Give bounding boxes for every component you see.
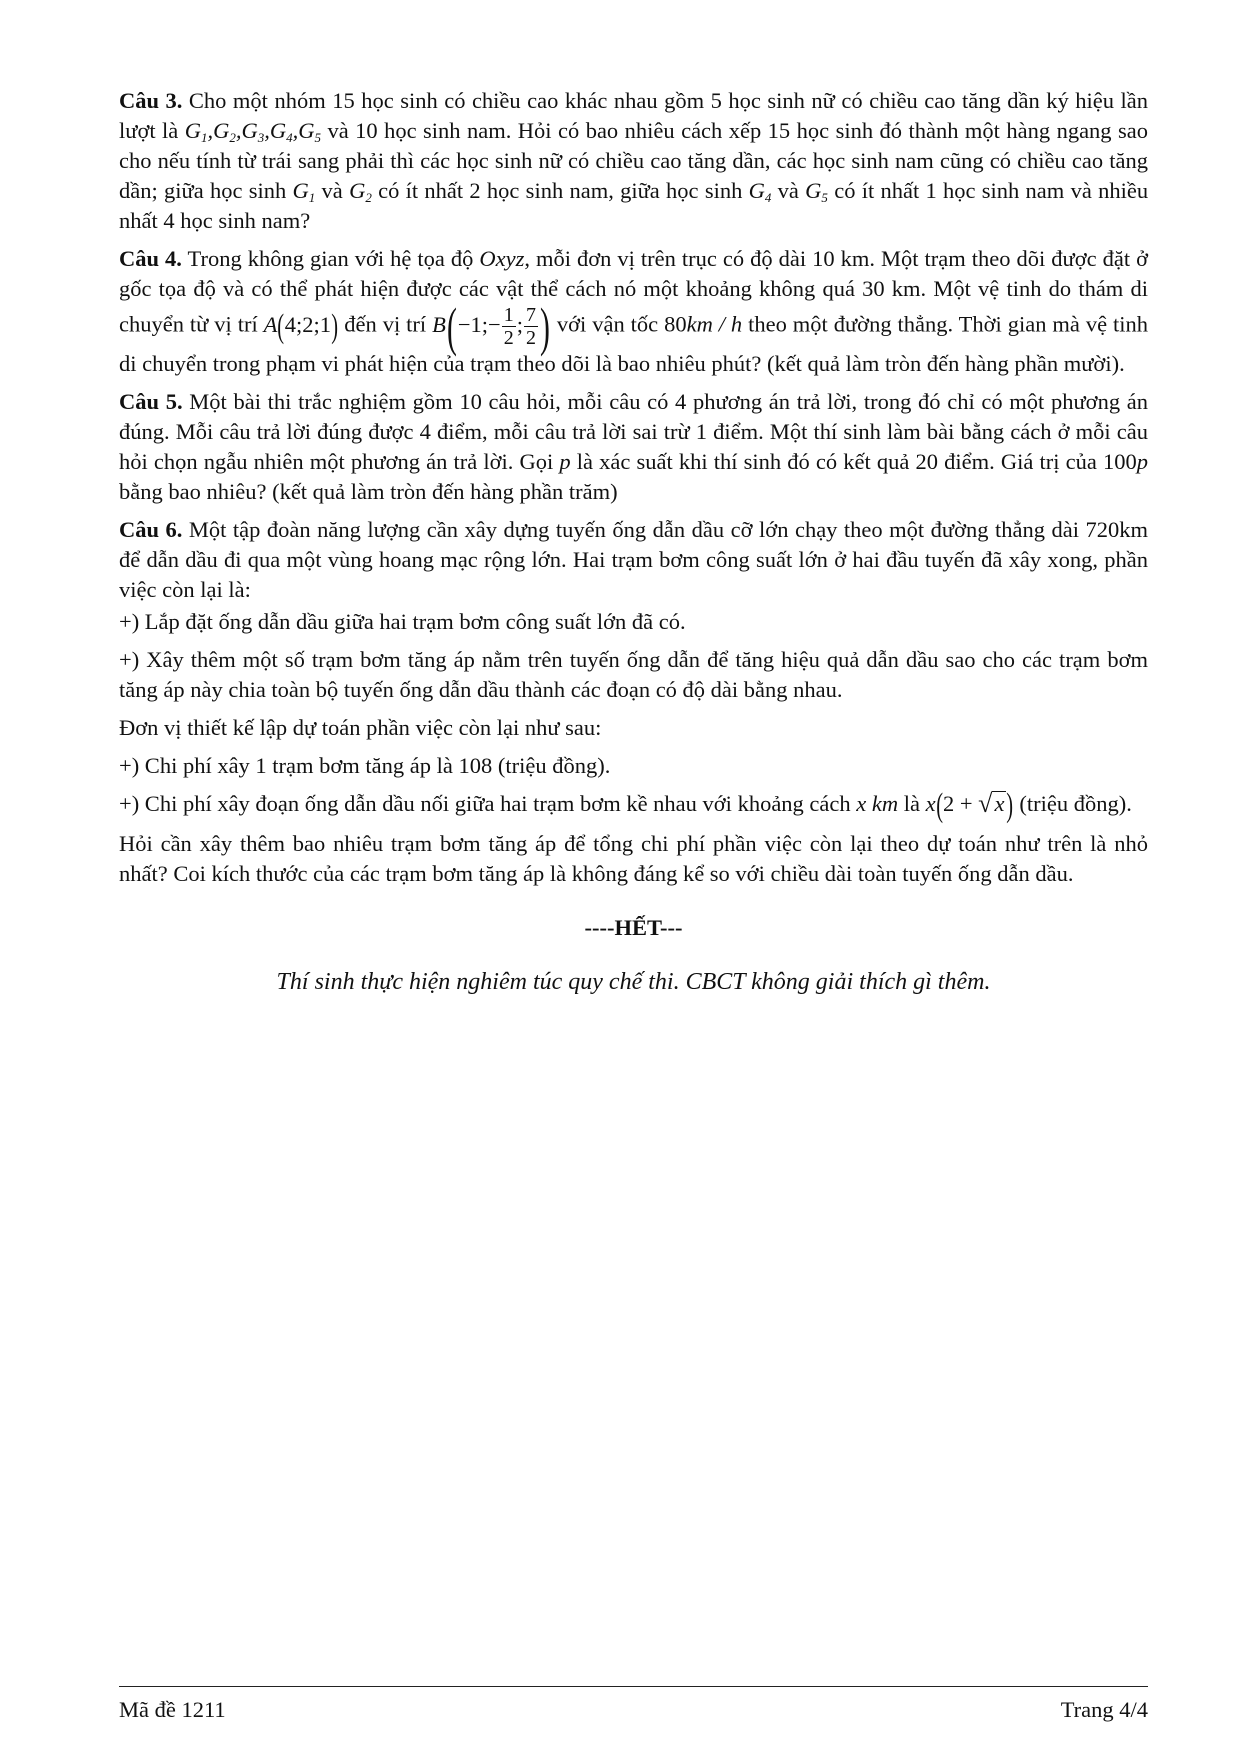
math-oxyz: Oxyz [479,246,525,271]
exam-note: Thí sinh thực hiện nghiêm túc quy chế thi. CBCT không giải thích gì thêm. [276,968,991,995]
question-3-text-2: và 10 học sinh nam. Hỏi có bao nhiêu cách xếp 15 học sinh đó thành một hàng ngang sao cho nếu tính từ trái sang phải thì các học sinh nữ có chiều cao tăng dần, các học sinh nam cũng có chiều cao tăng dần; giữa học sinh [119,118,1148,203]
question-3-text-3: có ít nhất 2 học sinh nam, giữa học sinh [378,178,743,203]
question-6-label: Câu 6. [119,517,183,542]
question-5-text-3: bằng bao nhiêu? (kết quả làm tròn đến hàng phần trăm) [119,479,618,504]
question-6-bullet-4-text: +) Chi phí xây đoạn ống dẫn dầu nối giữa hai trạm bơm kề nhau với khoảng cách [119,791,851,816]
question-3-text-4: có ít nhất 1 học sinh nam và nhiều nhất 4 học sinh nam? [119,178,1149,233]
question-4-text-5: theo một đường thẳng. Thời gian mà vệ tinh di chuyển trong phạm vi phát hiện của trạm theo dõi là bao nhiêu phút? (kết quả làm tròn đến hàng phần mười). [119,311,1149,376]
question-5-text-2: là xác suất khi thí sinh đó có kết quả 20 điểm. Giá trị của [576,449,1097,474]
math-g4: $G_4$ [748,178,772,205]
page-number: Trang 4/4 [1060,1697,1148,1722]
question-5-label: Câu 5. [119,389,183,414]
question-6-bullet-4-mid: là [903,791,920,816]
exam-code: Mã đề 1211 [119,1697,226,1722]
question-6-final-question: Hỏi cần xây thêm bao nhiêu trạm bơm tăng áp để tổng chi phí phần việc còn lại theo dự toán như trên là nhỏ nhất? Coi kích thước của các trạm bơm tăng áp là không đáng kể so với chiều dài toàn tuyến ống dẫn dầu. [119,830,1148,886]
math-100p: 100p [1103,449,1149,474]
question-6 [119,515,1148,605]
math-cost-expression: x(2 + √x) [925,786,1014,824]
question-4-text-2: , mỗi đơn vị trên trục có độ dài 10 km. Một trạm theo dõi được đặt ở gốc tọa độ và có thể phát hiện được các vật thể cách nó một khoảng không quá 30 km. Một vệ tinh do thám di chuyển từ vị trí [119,246,1149,337]
question-5-text-1: Một bài thi trắc nghiệm gồm 10 câu hỏi, mỗi câu có 4 phương án trả lời, trong đó chỉ có một phương án đúng. Mỗi câu trả lời đúng được 4 điểm, mỗi câu trả lời sai trừ 1 điểm. Một thí sinh làm bài bằng cách ở mỗi câu hỏi chọn ngẫu nhiên một phương án trả lời. Gọi [119,389,1149,474]
question-4-text-4: với vận tốc [556,311,659,337]
math-g1: $G_1$ [292,178,316,205]
page-footer [119,1686,1148,1723]
math-g2: $G_2$ [349,178,372,205]
question-3-and-2: và [777,178,799,203]
math-g5: $G_5$ [805,178,828,205]
question-5 [119,387,1148,507]
fraction-one-half: $\frac{1}{2}$ [503,304,514,349]
end-mark: ----HẾT--- [584,914,683,940]
question-3-and-1: và [321,178,343,203]
question-6-bullet-4 [119,786,1148,824]
math-point-b: B(−1;− $\frac{1}{2}$ ; $\frac{7}{2}$ ) [432,296,550,357]
question-4 [119,244,1148,379]
question-6-text-1: Một tập đoàn năng lượng cần xây dựng tuyến ống dẫn dầu cỡ lớn chạy theo một đường thẳng dài 720km để dẫn dầu đi qua một vùng hoang mạc rộng lớn. Hai trạm bơm công suất lớn ở hai đầu tuyến đã xây xong, phần việc còn lại là: [119,517,1149,602]
question-4-text-3: đến vị trí [344,311,427,337]
question-4-text-1: Trong không gian với hệ tọa độ [187,246,474,271]
question-3 [119,86,1148,236]
question-6-bullet-2: +) Xây thêm một số trạm bơm tăng áp nằm trên tuyến ống dẫn để tăng hiệu quả dẫn dầu sao cho các trạm bơm tăng áp này chia toàn bộ tuyến ống dẫn dầu thành các đoạn có độ dài bằng nhau. [119,647,1148,702]
math-x-km: x km [856,791,899,816]
question-6-bullet-4-end: (triệu đồng). [1019,791,1132,816]
math-point-a: A(4;2;1) [263,307,339,345]
question-3-label: Câu 3. [119,88,183,113]
fraction-seven-half: $\frac{7}{2}$ [525,304,536,349]
question-6-bullet-3: +) Chi phí xây 1 trạm bơm tăng áp là 108 (triệu đồng). [119,753,611,778]
math-speed: 80km / h [664,311,743,337]
math-g-list: $G_1,G_2,G_3,G_4,G_5$ [184,118,321,145]
question-6-estimate-intro: Đơn vị thiết kế lập dự toán phần việc còn lại như sau: [119,715,602,740]
question-4-label: Câu 4. [119,246,182,271]
exam-page [119,86,1148,996]
math-p: p [559,449,571,474]
question-6-bullet-1: +) Lắp đặt ống dẫn dầu giữa hai trạm bơm công suất lớn đã có. [119,609,686,634]
question-3-text-1: Cho một nhóm 15 học sinh có chiều cao khác nhau gồm 5 học sinh nữ có chiều cao tăng dần ký hiệu lần lượt là [119,88,1149,143]
